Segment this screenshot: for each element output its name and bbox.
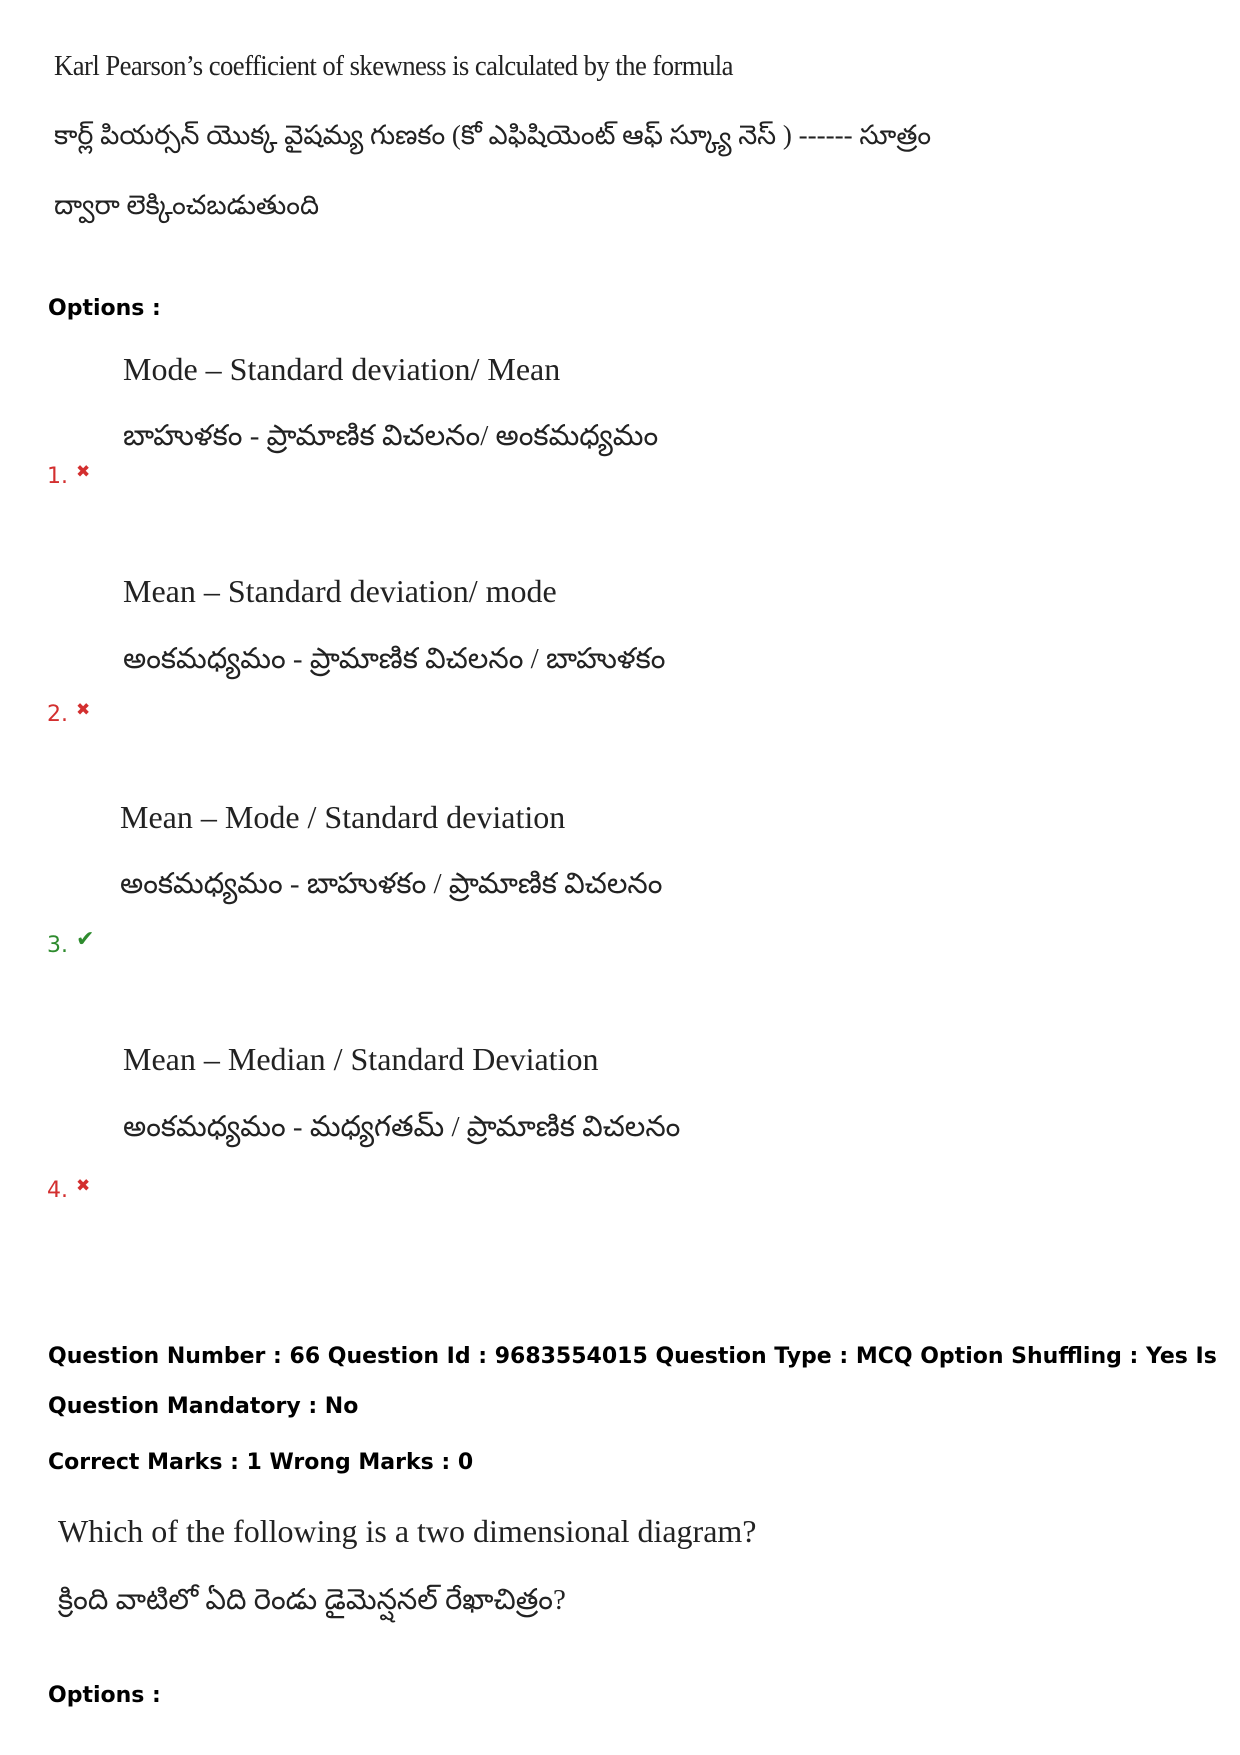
question-meta-line1: Question Number : 66 Question Id : 9683554015 Question Type : MCQ Option Shuffling : Yes Is [48, 1344, 1217, 1369]
question-text-en: Karl Pearson’s coefficient of skewness is calculated by the formula [54, 50, 733, 82]
option-number: 4. [47, 1178, 68, 1203]
option-text-te: అంకమధ్యమం - బాహుళకం / ప్రామాణిక విచలనం [120, 868, 663, 900]
question-meta-line2: Question Mandatory : No [48, 1394, 359, 1419]
question-text-en: Which of the following is a two dimensional diagram? [58, 1513, 757, 1549]
option-text-en: Mode – Standard deviation/ Mean [123, 351, 561, 387]
cross-icon: ✖ [76, 462, 91, 482]
options-label: Options : [48, 1683, 161, 1708]
question-marks: Correct Marks : 1 Wrong Marks : 0 [48, 1450, 474, 1475]
option-text-te: అంకమధ్యమం - మధ్యగతమ్ / ప్రామాణిక విచలనం [123, 1111, 681, 1143]
question-text-te: క్రింది వాటిలో ఏది రెండు డైమెన్షనల్ రేఖాచిత్రం? [58, 1584, 566, 1616]
option-number: 3. [47, 933, 68, 958]
option-text-te: అంకమధ్యమం - ప్రామాణిక విచలనం / బాహుళకం [123, 643, 666, 675]
question-text-te-line1: కార్ల్ పియర్సన్ యొక్క వైషమ్య గుణకం (కో ఎఫిషియెంట్ ఆఫ్ స్క్యూ నెస్ ) ------ సూత్రం [54, 120, 932, 150]
option-number: 1. [47, 464, 68, 489]
cross-icon: ✖ [76, 700, 91, 720]
check-icon: ✔ [76, 927, 95, 952]
option-text-en: Mean – Mode / Standard deviation [120, 799, 566, 835]
cross-icon: ✖ [76, 1176, 91, 1196]
option-text-en: Mean – Median / Standard Deviation [123, 1041, 599, 1077]
option-text-te: బాహుళకం - ప్రామాణిక విచలనం/ అంకమధ్యమం [123, 420, 659, 452]
option-text-en: Mean – Standard deviation/ mode [123, 573, 557, 609]
options-label: Options : [48, 296, 161, 321]
option-number: 2. [47, 702, 68, 727]
question-text-te-line2: ద్వారా లెక్కించబడుతుంది [54, 190, 320, 220]
